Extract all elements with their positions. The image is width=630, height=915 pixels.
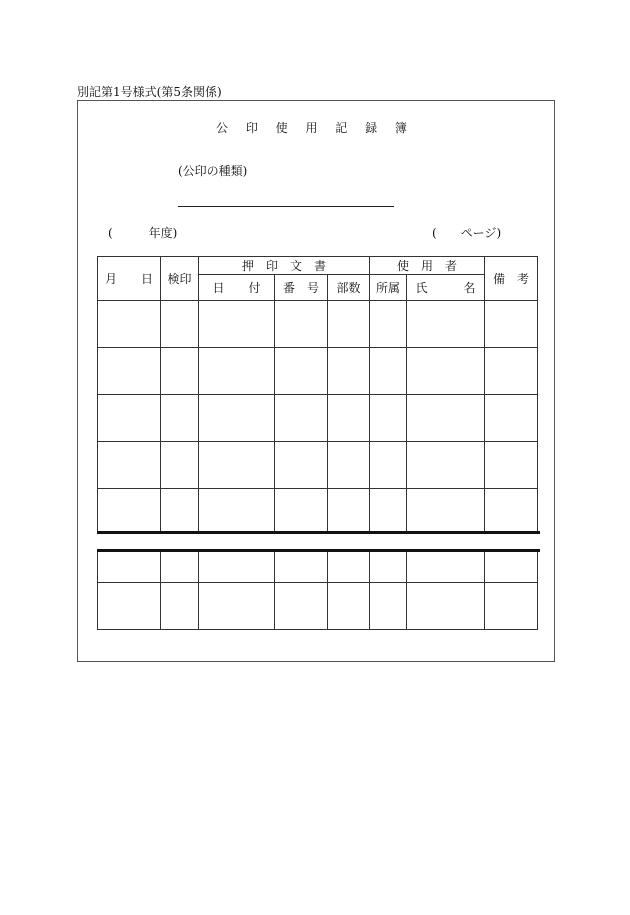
header-stamped-document-label: 押 印 文 書 — [242, 259, 327, 273]
table-cell[interactable] — [328, 395, 370, 442]
table-cell[interactable] — [98, 583, 161, 630]
seal-type-entry-line[interactable] — [178, 206, 394, 207]
table-cell[interactable] — [328, 348, 370, 395]
table-cell[interactable] — [485, 583, 538, 630]
table-cell[interactable] — [370, 395, 407, 442]
header-remarks — [485, 257, 538, 301]
table-cell[interactable] — [161, 395, 199, 442]
table-cell[interactable] — [485, 348, 538, 395]
table-cell[interactable] — [98, 395, 161, 442]
header-stamped-document — [199, 257, 370, 275]
table-cell[interactable] — [275, 301, 328, 348]
table-cell[interactable] — [370, 489, 407, 536]
header-inspection-seal-label: 検印 — [167, 272, 192, 286]
omission-wave-line-bottom — [97, 549, 540, 552]
omission-wave-line-top — [97, 531, 540, 534]
table-cell[interactable] — [275, 348, 328, 395]
table-cell[interactable] — [199, 301, 275, 348]
table-cell[interactable] — [407, 395, 485, 442]
table-cell[interactable] — [485, 442, 538, 489]
table-cell[interactable] — [485, 395, 538, 442]
header-copies — [328, 275, 370, 301]
table-cell[interactable] — [275, 395, 328, 442]
header-remarks-label: 備 考 — [493, 272, 530, 286]
table-row — [98, 348, 538, 395]
table-row — [98, 583, 538, 630]
table-cell[interactable] — [275, 583, 328, 630]
table-cell[interactable] — [199, 348, 275, 395]
table-omission-gap — [97, 534, 539, 549]
header-date — [199, 275, 275, 301]
page-title: 公 印 使 用 記 録 簿 — [216, 121, 414, 135]
table-cell[interactable] — [370, 442, 407, 489]
table-cell[interactable] — [161, 348, 199, 395]
header-inspection-seal — [161, 257, 199, 301]
table-cell[interactable] — [199, 489, 275, 536]
header-user — [370, 257, 485, 275]
table-row — [98, 301, 538, 348]
table-cell[interactable] — [161, 301, 199, 348]
header-copies-label: 部数 — [336, 281, 361, 295]
table-cell[interactable] — [328, 442, 370, 489]
table-cell[interactable] — [275, 489, 328, 536]
header-month-day — [98, 257, 161, 301]
table-cell[interactable] — [161, 489, 199, 536]
header-name — [407, 275, 485, 301]
seal-type-label: (公印の種類) — [178, 164, 248, 178]
table-cell[interactable] — [485, 301, 538, 348]
form-number-caption: 別記第1号様式(第5条関係) — [77, 85, 222, 99]
table-cell[interactable] — [98, 301, 161, 348]
table-cell[interactable] — [161, 442, 199, 489]
header-affiliation-label: 所属 — [376, 281, 401, 295]
header-user-label: 使 用 者 — [397, 259, 458, 273]
table-cell[interactable] — [328, 583, 370, 630]
table-row — [98, 442, 538, 489]
table-cell[interactable] — [161, 583, 199, 630]
table-cell[interactable] — [328, 489, 370, 536]
header-affiliation — [370, 275, 407, 301]
table-row — [98, 489, 538, 536]
seal-usage-table — [97, 256, 538, 630]
table-cell[interactable] — [370, 348, 407, 395]
table-cell[interactable] — [328, 301, 370, 348]
header-date-label: 日 付 — [212, 281, 261, 295]
table-cell[interactable] — [407, 301, 485, 348]
table-cell[interactable] — [370, 301, 407, 348]
header-number-label: 番 号 — [282, 281, 319, 295]
page-number-label: ( ページ) — [432, 226, 502, 240]
header-number — [275, 275, 328, 301]
table-cell[interactable] — [407, 489, 485, 536]
table-cell[interactable] — [98, 348, 161, 395]
table-cell[interactable] — [199, 583, 275, 630]
header-month-day-label: 月 日 — [104, 272, 153, 286]
table-cell[interactable] — [98, 442, 161, 489]
header-name-label: 氏 名 — [415, 281, 476, 295]
table-cell[interactable] — [407, 348, 485, 395]
header-row-top — [98, 257, 538, 275]
table-row — [98, 395, 538, 442]
table-cell[interactable] — [485, 489, 538, 536]
table-cell[interactable] — [275, 442, 328, 489]
table-cell[interactable] — [98, 489, 161, 536]
table-cell[interactable] — [370, 583, 407, 630]
table-cell[interactable] — [199, 395, 275, 442]
fiscal-year-label: ( 年度) — [108, 226, 178, 240]
table-cell[interactable] — [407, 442, 485, 489]
table-cell[interactable] — [199, 442, 275, 489]
table-cell[interactable] — [407, 583, 485, 630]
